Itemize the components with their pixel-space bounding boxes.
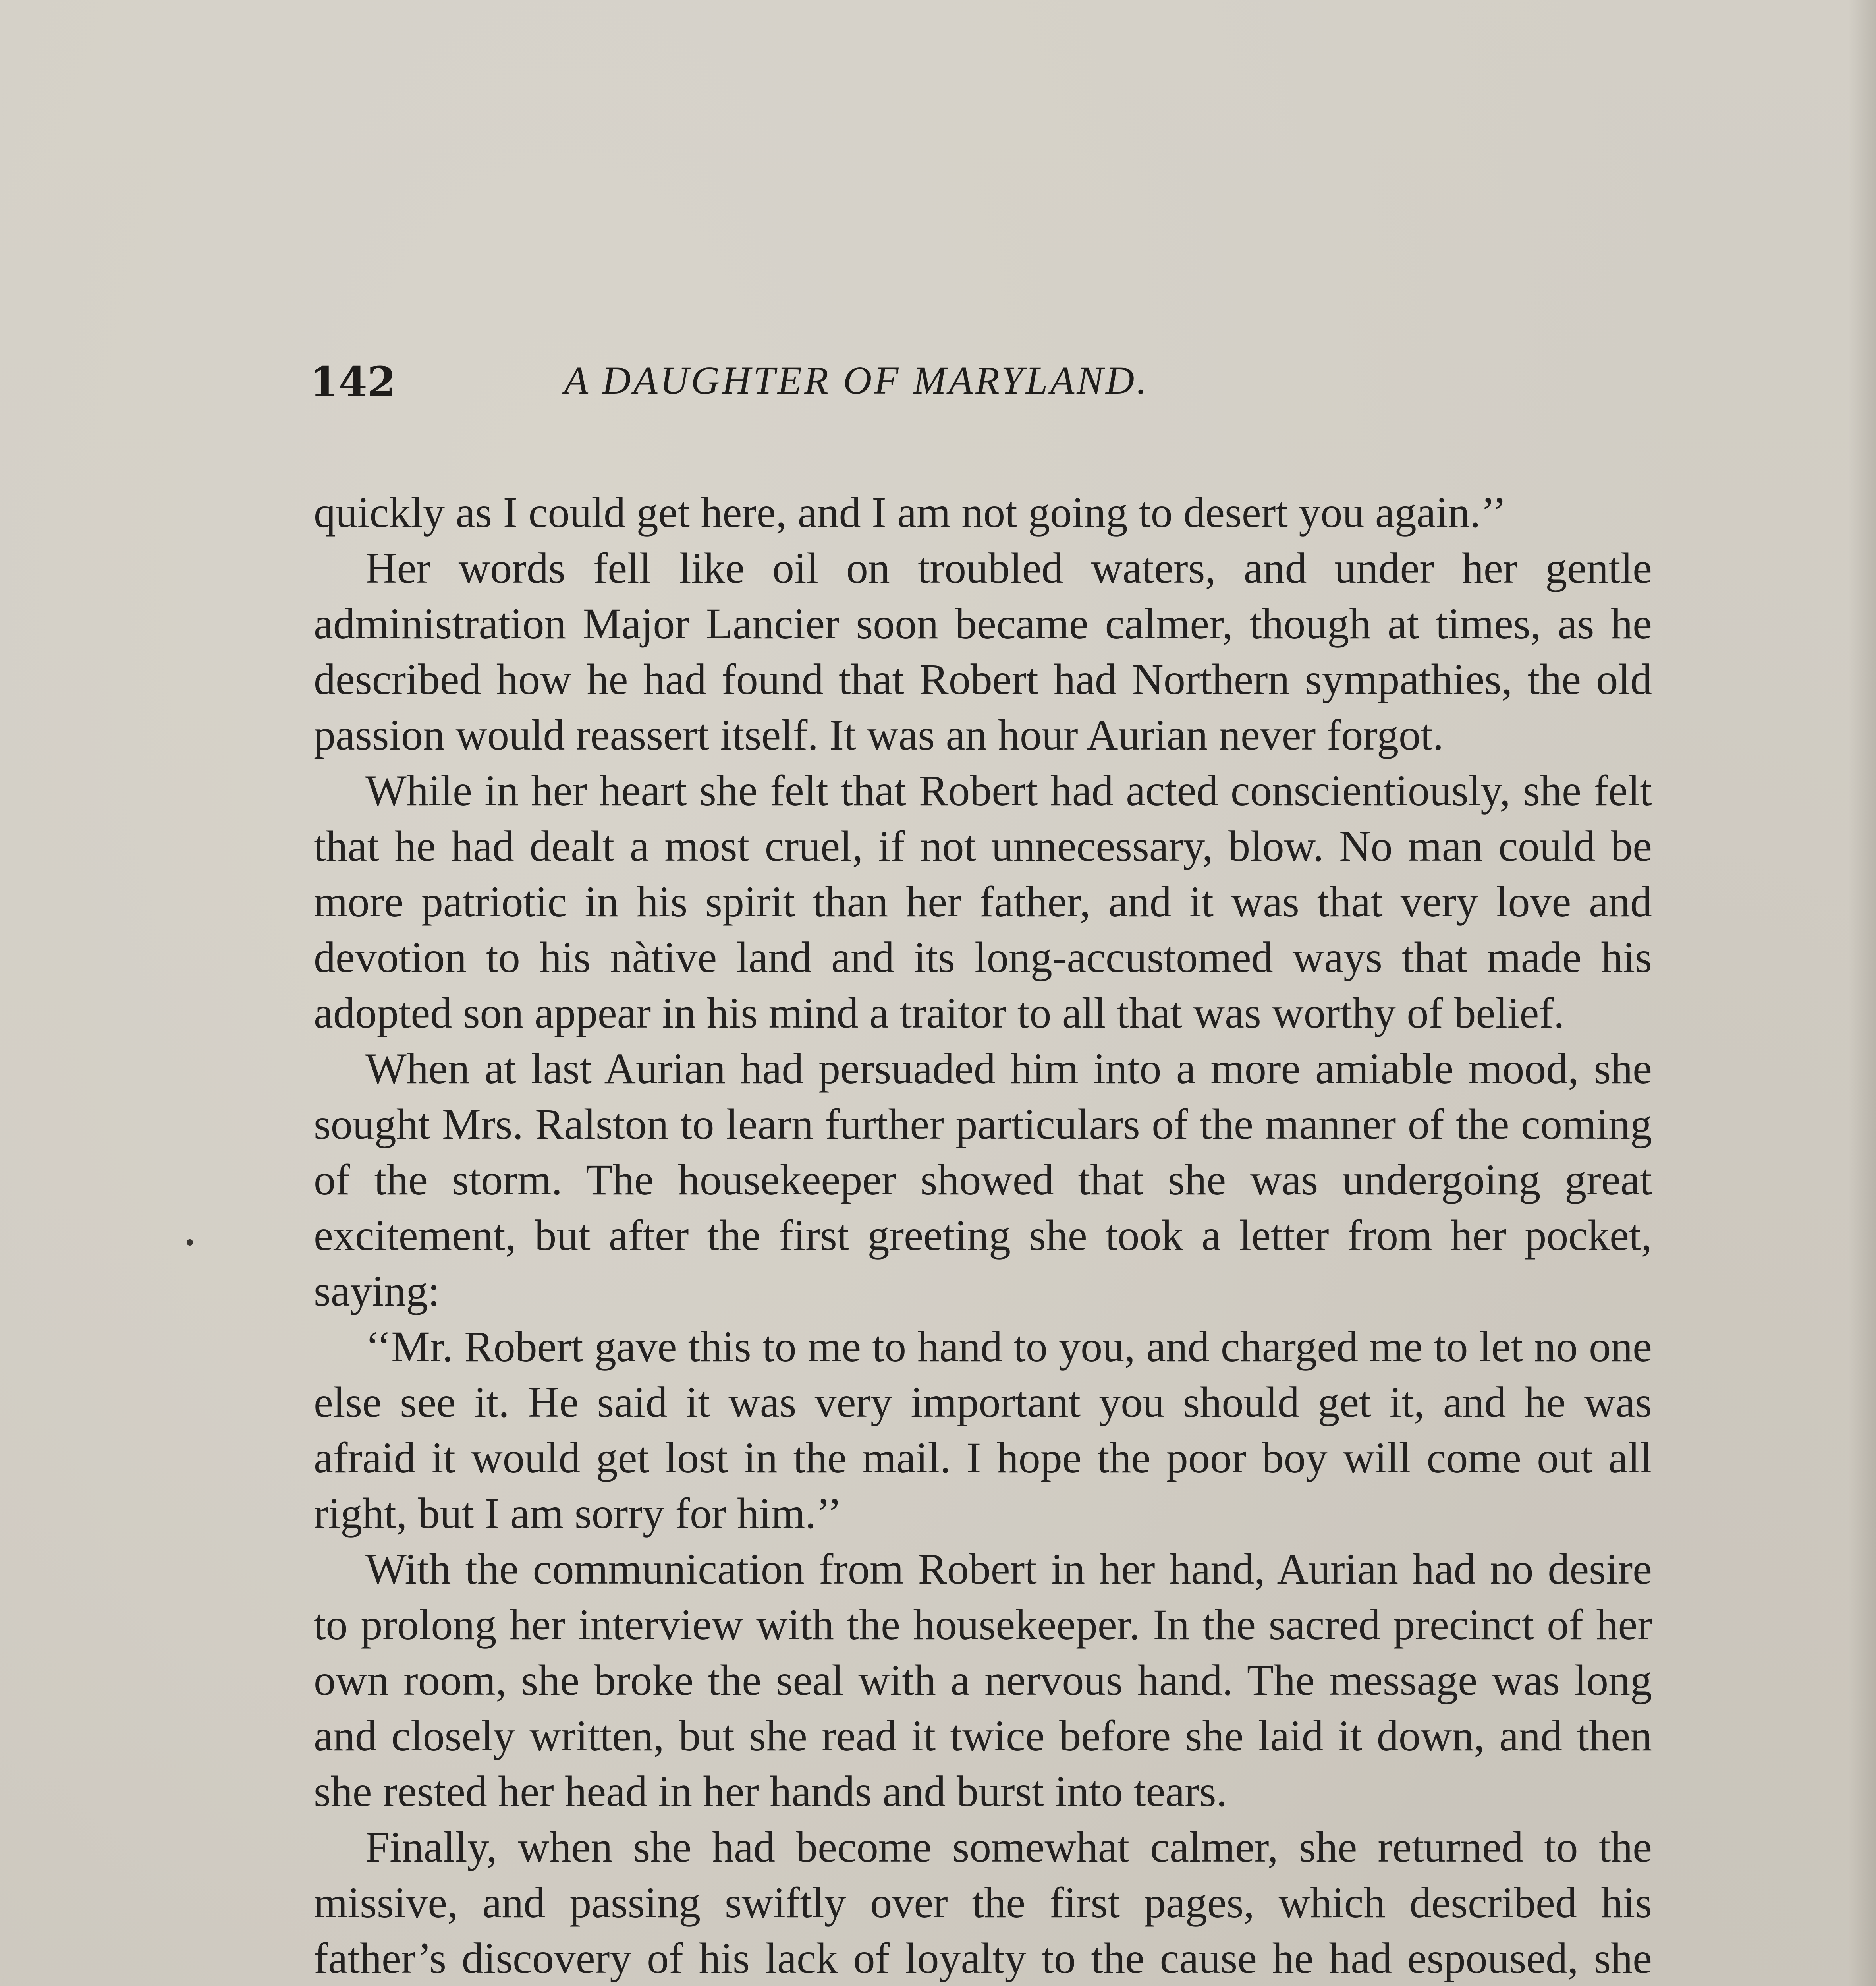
paragraph: When at last Aurian had persuaded him into a more amiable mood, she sought Mrs. Ralston to learn further particulars of the manner of the coming of the storm. The housekeeper showed that she was undergoing great excitement, but after the first greeting she took a letter from her pocket, saying: xyxy=(314,1044,1652,1315)
page-number: 142 xyxy=(310,357,396,406)
body-text xyxy=(314,485,1652,1986)
page-header xyxy=(310,357,1660,421)
paragraph: ‘‘Mr. Robert gave this to me to hand to you, and charged me to let no one else see it. He said it was very important you should get it, and he was afraid it would get lost in the mail. I hope the poor boy will come out all right, but I am sorry for him.’’ xyxy=(314,1322,1652,1538)
paragraph: Her words fell like oil on troubled waters, and under her gentle administration Major Lancier soon became calmer, though at times, as he described how he had found that Robert had Northern sympathies, the old passion would reassert itself. It was an hour Aurian never forgot. xyxy=(314,544,1652,759)
paragraph: quickly as I could get here, and I am not going to desert you again.’’ xyxy=(314,488,1507,537)
paragraph: With the communication from Robert in her hand, Aurian had no desire to prolong her interview with the housekeeper. In the sacred precinct of her own room, she broke the seal with a nervous hand. The message was long and closely written, but she read it twice before she laid it down, and then she rested her head in her hands and burst into tears. xyxy=(314,1545,1652,1816)
running-title: A DAUGHTER OF MARYLAND. xyxy=(564,358,1149,402)
paragraph: While in her heart she felt that Robert had acted conscientiously, she felt that he had dealt a most cruel, if not unnecessary, blow. No man could be more patriotic in his spirit than her father, and it was that very love and devotion to his nàtive land and its long-accustomed ways that made his adopted son appear in his mind a traitor to all that was worthy of belief. xyxy=(314,766,1652,1037)
paper-speck xyxy=(187,1239,193,1246)
paragraph: Finally, when she had become somewhat calmer, she returned to the missive, and passing swiftly over the first pages, which described his father’s discovery of his lack of loyalty to the cause he had espoused, she xyxy=(314,1823,1652,1982)
